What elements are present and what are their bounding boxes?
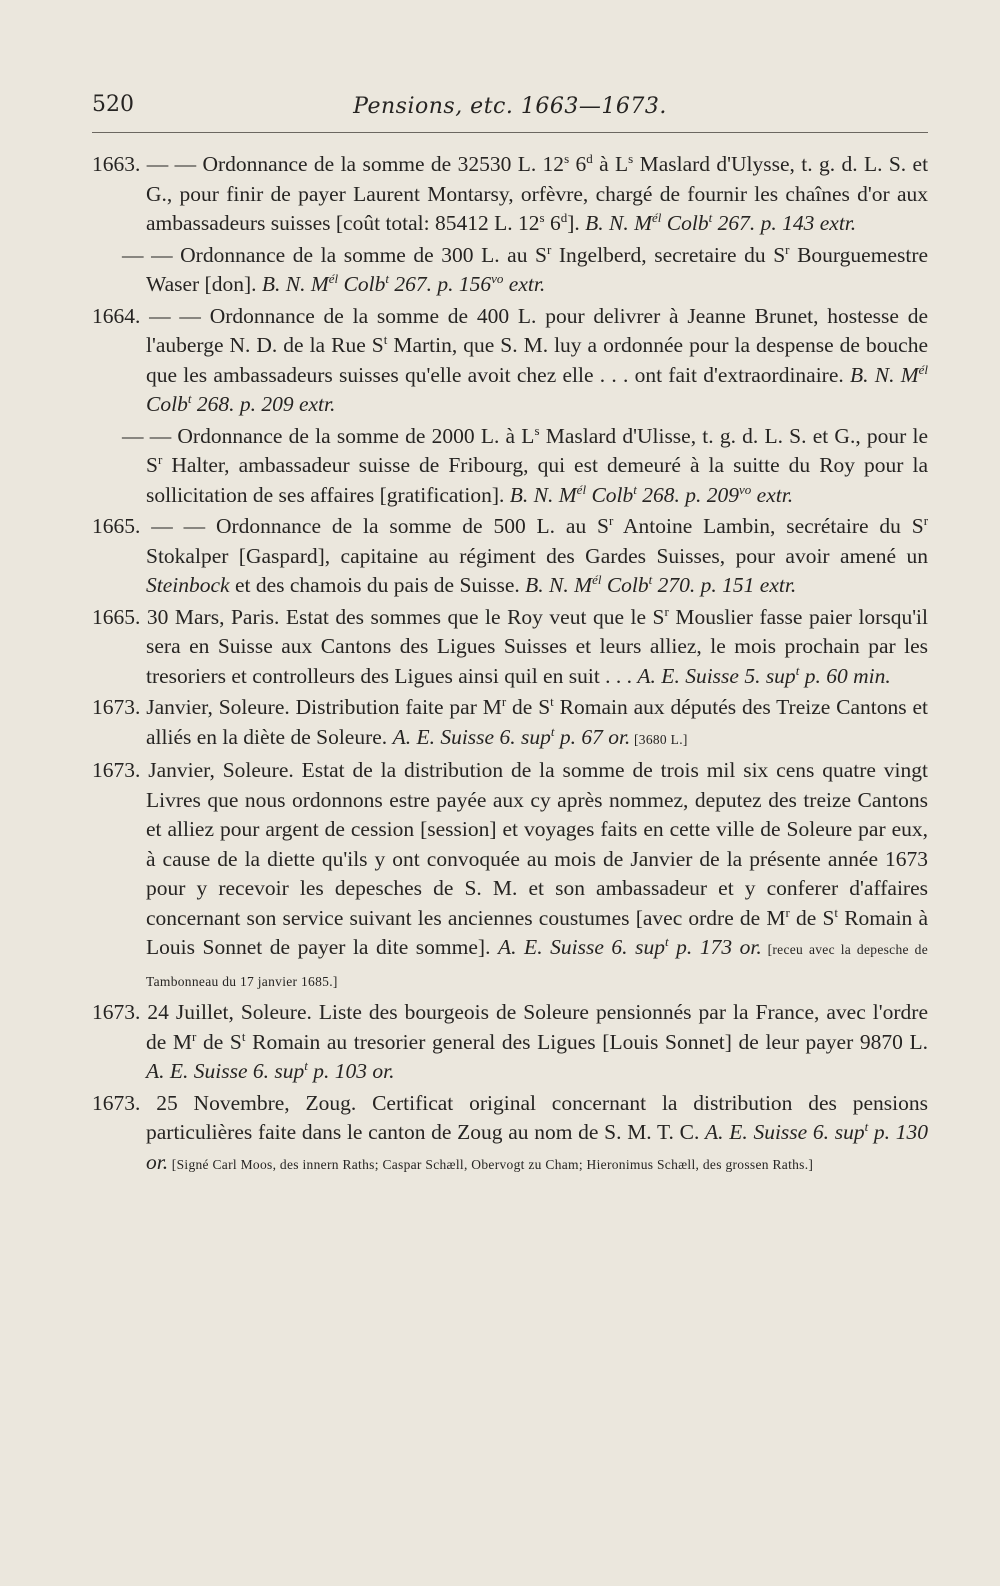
entry-text: Mouslier fasse paier lorsqu'il sera en Suisse aux Cantons des Ligues Suisses et leurs alliez, le mois prochain par les tresoriers et controlleurs des Ligues ainsi quil en suit . . .	[146, 604, 929, 688]
page-header	[92, 92, 928, 122]
source-reference: B. N. $M^{él}$ Colb$^t$ 267. p. 143 extr.	[585, 209, 857, 235]
superscript: s	[534, 422, 540, 438]
superscript: d	[560, 209, 568, 225]
superscript: t	[834, 904, 839, 920]
superscript: r	[546, 241, 552, 257]
entry-text: Romain aux députés des Treize Cantons et alliés en la diète de Soleure.	[146, 695, 928, 749]
superscript: s	[628, 150, 634, 166]
entry-text: Ingelberd, secretaire du S	[551, 242, 786, 267]
entry-text: 30 Mars, Paris. Estat des sommes que le Roy veut que le S	[146, 604, 665, 629]
entry-text: Ordonnance de la somme de 500 L. au S	[215, 514, 609, 538]
source-reference: B. N. $M^{él}$ Colb$^t$ 267. p. $156^{vo}$ extr.	[261, 270, 546, 296]
source-reference: A. E. Suisse 6. sup$^t$ p. 67 or.	[392, 723, 631, 749]
entry-1673-certificat	[92, 1089, 928, 1180]
entry-1664-brunet	[92, 302, 928, 420]
entry-text: Halter, ambassadeur suisse de Fribourg, qui est demeuré à la suitte du Roy pour la sollicitation de ses affaires [gratification].	[146, 453, 928, 507]
entry-1665-lambin	[92, 512, 928, 601]
entry-year: 1663.	[92, 152, 141, 176]
entry-text: Maslard d'Ulysse, t. g. d. L. S. et G., pour finir de payer Laurent Montarsy, orfèvre, chargé de fournir les chaînes d'or aux ambassadeurs suisses [coût total: 85412 L. 12	[146, 152, 929, 235]
entry-text: de S	[789, 905, 835, 930]
entry-text: Martin, que S. M. luy a ordonnée pour la despense de bouche que les ambassadeurs suisses qu'elle avoit chez elle . . . ont fait d'extraordinaire.	[146, 333, 929, 387]
entry-text: Janvier, Soleure. Distribution faite par M	[146, 695, 502, 719]
entry-year: 1665.	[92, 604, 141, 629]
entry-dash: — —	[146, 152, 197, 176]
superscript: t	[241, 1028, 246, 1044]
entry-text: de S	[196, 1029, 242, 1054]
superscript: r	[664, 603, 669, 619]
entry-text: Bourguemestre Waser [don].	[146, 242, 929, 296]
entry-text: à L	[592, 152, 629, 176]
superscript: t	[383, 331, 388, 347]
source-reference: B. N. $M^{él}$ Colb$^t$ 270. p. 151 extr.	[525, 571, 797, 597]
entry-1665-mouslier	[92, 603, 928, 692]
entry-1673-estat	[92, 756, 928, 996]
entry-year: 1664.	[92, 303, 141, 328]
bracket-note: [3680 L.]	[630, 731, 688, 747]
entry-text: 25 Novembre, Zoug. Certificat original concernant la distribution des pensions particulières faite dans le canton de Zoug au nom de S. M. T. C.	[146, 1090, 929, 1144]
entry-text: 6	[569, 152, 587, 176]
entry-text: Stokalper [Gaspard], capitaine au régiment des Gardes Suisses, pour avoir amené un	[146, 543, 928, 568]
entry-text: Antoine Lambin, secrétaire du S	[613, 514, 924, 538]
entry-text: et des chamois du pais de Suisse.	[229, 573, 526, 597]
entry-text: 24 Juillet, Soleure. Liste des bourgeois de Soleure pensionnés par la France, avec l'ordre de M	[146, 1000, 928, 1054]
entry-1663-maslard	[92, 150, 928, 239]
source-reference: B. N. $M^{él}$ Colb$^t$ 268. p. $209^{vo}$ extr.	[509, 481, 794, 507]
source-reference: A. E. Suisse 6. sup$^t$ p. 130 or.	[146, 1118, 928, 1174]
entry-text: Romain au tresorier general des Ligues [Louis Sonnet] de leur payer 9870 L.	[245, 1029, 928, 1054]
page-number: 520	[92, 92, 134, 117]
source-reference: A. E. Suisse 6. sup$^t$ p. 173 or.	[498, 933, 762, 959]
superscript: r	[785, 904, 790, 920]
superscript: r	[785, 241, 790, 257]
superscript: t	[550, 693, 554, 709]
superscript: s	[564, 150, 570, 166]
superscript: d	[586, 150, 593, 166]
entry-1663-ingelberd	[92, 241, 928, 300]
source-reference: B. N. $M^{él}$ Colb$^t$ 268. p. 209 extr.	[146, 361, 928, 416]
entry-year: 1665.	[92, 514, 141, 538]
entry-text: Maslard d'Ulisse, t. g. d. L. S. et G., pour le S	[146, 423, 929, 477]
entry-year: 1673.	[92, 758, 141, 782]
superscript: r	[609, 512, 614, 528]
bracket-note: [receu avec la depesche de Tambonneau du 17 janvier 1685.]	[146, 942, 928, 989]
superscript: r	[192, 1028, 197, 1044]
superscript: s	[539, 209, 545, 225]
entry-1673-distribution	[92, 693, 928, 754]
entry-dash: — —	[122, 423, 172, 448]
superscript: r	[157, 451, 163, 467]
superscript: r	[501, 693, 507, 709]
entry-text: de S	[506, 695, 551, 719]
source-reference: A. E. Suisse 6. sup$^t$ p. 103 or.	[146, 1057, 395, 1083]
entry-text: ].	[567, 211, 586, 235]
entry-text: Ordonnance de la somme de 2000 L. à L	[177, 423, 535, 448]
entry-text: Janvier, Soleure. Estat de la distribution de la somme de trois mil six cens quatre vingt Livres que nous ordonnons estre payée aux cy après nommez, deputez des treize Cantons et alliez pour argent de cession [session] et voyages faits en cette ville de Soleure par eux, à cause de la diette qu'ils y ont convoquée au mois de Janvier de la présente année 1673 pour y recevoir les depesches de S. M. et son ambassadeur et y conferer d'affaires concernant son service suivant les anciennes coustumes [avec ordre de M	[146, 758, 928, 930]
italic-word: Steinbock	[146, 573, 230, 597]
entry-text: Romain à Louis Sonnet de payer la dite somme].	[146, 905, 928, 959]
source-reference: A. E. Suisse 5. sup$^t$ p. 60 min.	[637, 662, 891, 688]
entry-year: 1673.	[92, 1090, 141, 1115]
entry-text: Ordonnance de la somme de 400 L. pour delivrer à Jeanne Brunet, hostesse de l'auberge N. D. de la Rue S	[146, 303, 928, 357]
entry-text: Ordonnance de la somme de 32530 L. 12	[202, 152, 565, 176]
entry-year: 1673.	[92, 1000, 141, 1024]
superscript: r	[923, 512, 929, 528]
entry-text: 6	[544, 211, 561, 235]
entry-dash: — —	[151, 514, 206, 538]
entry-year: 1673.	[92, 695, 141, 719]
header-rule	[92, 132, 928, 133]
entry-1664-halter	[92, 422, 928, 511]
entry-dash: — —	[122, 242, 173, 267]
entry-1673-liste	[92, 998, 928, 1087]
entry-text: Ordonnance de la somme de 300 L. au S	[180, 242, 547, 267]
entries-list	[92, 150, 928, 1181]
bracket-note: [Signé Carl Moos, des innern Raths; Caspar Schæll, Obervogt zu Cham; Hieronimus Schæll, des grossen Raths.]	[168, 1156, 814, 1172]
entry-dash: — —	[149, 303, 201, 328]
running-title: Pensions, etc. 1663—1673.	[353, 94, 667, 119]
